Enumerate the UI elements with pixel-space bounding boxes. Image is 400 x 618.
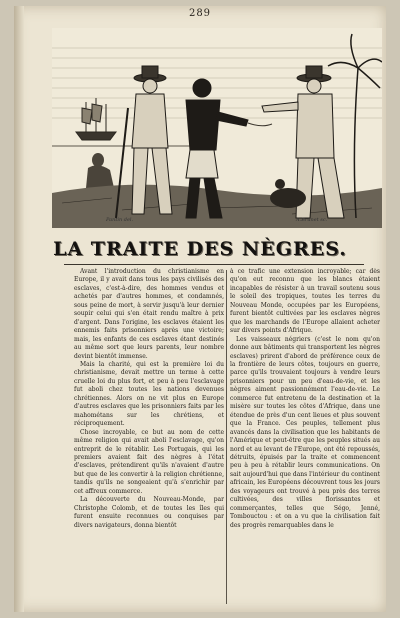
engraving-signature-left: Pantin del. <box>106 217 134 223</box>
article-title: LA TRAITE DES NÈGRES. <box>53 238 347 260</box>
paragraph: Chose incroyable, ce but au nom de cette même religion qui avait aboli l'esclavage, qu'on entreprit de le rétablir. Les Portugais, qui les premiers avaient fait des nègres à l'état d'esclaves, prétendirent qu'ils n'avaient d'autre but que de les convertir à la religion chrétienne, tandis qu'ils ne songeaient qu'à s'enrichir par cet affreux commerce. <box>74 428 224 495</box>
page-gutter <box>14 6 24 612</box>
paragraph: Les vaisseaux négriers (c'est le nom qu'on donne aux bâtiments qui transportent les nègres esclaves) prirent d'abord de préférence ceux de la frontière de leurs côtes, toujours en guerre, parce qu'ils trouvaient toujours à vendre leurs prisonniers pour un peu d'eau-de-vie, et les nègres aiment passionnément l'eau-de-vie. Le commerce fut entretenu de la destination et la misère sur toutes les côtes d'Afrique, dans une étendue de près d'un cent lieues et plus souvent que la France. Ces peuples, tellement plus avancés dans la civilisation que les habitants de l'Amérique et peut-être que les peuples situés au nord et au levant de l'Europe, ont été repoussés, détruits, épuisés par la traite et commencent peu à peu à rétablir leurs communications. On sait aujourd'hui que dans l'intérieur du continent africain, les Européens découvrent tous les jours des voyageurs ont trouvé à peu près des terres cultivées, des villes florissantes et commerçantes, telles que Ségo, Jenné, Tombouctou : et on a vu que la civilisation fait des progrès remarquables dans le <box>230 335 380 529</box>
title-rule <box>64 264 364 265</box>
page-number: 289 <box>188 8 212 19</box>
book-page <box>14 6 386 612</box>
paragraph: à ce trafic une extension incroyable; car dès qu'on eut reconnu que les blancs étaient incapables de résister à un travail soutenu sous le soleil des tropiques, toutes les terres du Nouveau Monde, occupées par les Européens, furent bientôt cultivées par les esclaves nègres que les marchands de l'Europe allaient acheter sur divers points d'Afrique. <box>230 268 380 335</box>
right-column <box>230 268 380 606</box>
paragraph: La découverte du Nouveau-Monde, par Christophe Colomb, et de toutes les îles qui furent ensuite reconnues ou conquises par divers navigateurs, donna bientôt <box>74 496 224 529</box>
paragraph: Mais la charité, qui est la première loi du christianisme, devait mettre un terme à cette cruelle loi du plus fort, et peu à peu l'esclavage fut aboli chez toutes les nations devenues chrétiennes. Alors on ne vit plus en Europe d'autres esclaves que les prisonniers faits par les mahométans sur les chrétiens, et réciproquement. <box>74 360 224 428</box>
slave-trade-engraving <box>52 28 382 228</box>
engraving-signature-right: A.Brunet sc. <box>296 217 328 223</box>
paragraph: Avant l'introduction du christianisme en Europe, il y avait dans tous les pays civilisés des esclaves, c'est-à-dire, des hommes vendus et achetés par d'autres hommes, et condamnés, sous peine de mort, à servir jusqu'à leur dernier soupir celui qui s'en était rendu maître à prix d'argent. Dans l'origine, les esclaves étaient les ennemis faits prisonniers après une victoire; mais, les enfants de ces esclaves étant destinés au même sort que leurs parents, leur nombre devint bientôt immense. <box>74 268 224 360</box>
column-divider <box>226 270 227 604</box>
left-column <box>74 268 224 606</box>
